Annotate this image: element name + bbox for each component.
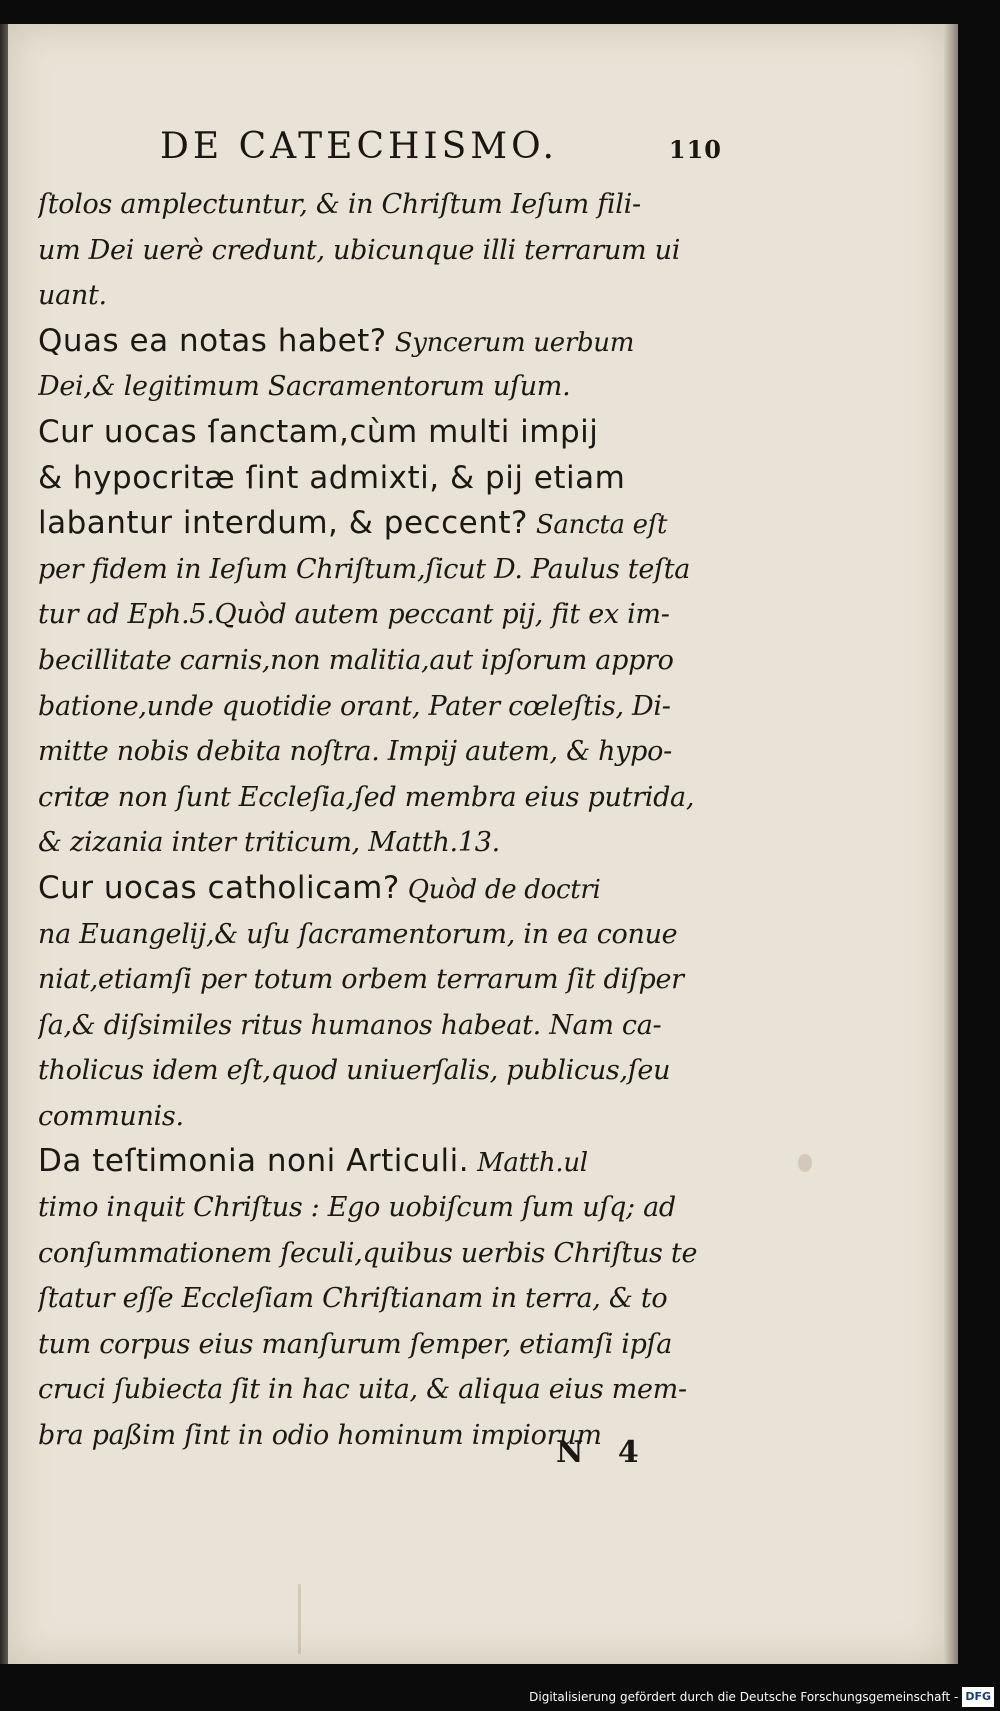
body-text [38, 182, 733, 1459]
page-number: 110 [668, 135, 722, 164]
answer-text: um Dei uerè credunt, ubicunque illi terrarum ui [38, 234, 681, 266]
answer-text: timo inquit Chriſtus : Ego uobiſcum ſum uſq; ad [38, 1192, 676, 1224]
text-line [38, 1048, 733, 1094]
answer-text: ſtatur eſſe Eccleſiam Chriſtianam in terra, & to [38, 1283, 668, 1315]
text-line [38, 684, 733, 730]
answer-text: Quòd de doctri [399, 874, 601, 905]
text-line [38, 1322, 733, 1368]
text-line [38, 228, 733, 274]
text-line [38, 1003, 733, 1049]
text-line [38, 866, 733, 912]
paper-stain [798, 1154, 812, 1172]
answer-text: conſummationem ſeculi,quibus uerbis Chriſtus te [38, 1237, 698, 1269]
text-line [38, 638, 733, 684]
answer-text: becillitate carnis,non malitia,aut ipſorum appro [38, 644, 674, 676]
text-line [38, 775, 733, 821]
answer-text: cruci ſubiecta ſit in hac uita, & aliqua eius mem- [38, 1374, 687, 1406]
answer-text: mitte nobis debita noſtra. Impij autem, & hypo- [38, 736, 672, 768]
answer-text: Syncerum uerbum [386, 327, 635, 358]
answer-text: batione,unde quotidie orant, Pater cœleſtis, Di- [38, 690, 671, 722]
text-line [38, 729, 733, 775]
text-line [38, 547, 733, 593]
question-text: Quas ea notas habet? [38, 322, 387, 359]
answer-text: niat,etiamſi per totum orbem terrarum ſit diſper [38, 964, 684, 996]
paper-mark [298, 1584, 301, 1654]
answer-text: Sancta eſt [527, 510, 668, 541]
text-line [38, 410, 733, 456]
dfg-logo: DFG [962, 1687, 994, 1707]
text-line [38, 364, 733, 410]
answer-text: communis. [38, 1100, 184, 1132]
answer-text: uant. [38, 280, 107, 312]
signature-mark: N 4 [556, 1435, 651, 1470]
answer-text: bra paßim ſint in odio hominum impiorum [38, 1420, 602, 1452]
text-line [38, 912, 733, 958]
text-line [38, 273, 733, 319]
text-line [38, 1139, 733, 1185]
text-line [38, 1094, 733, 1140]
answer-text: ſa,& diſsimiles ritus humanos habeat. Nam ca- [38, 1009, 662, 1041]
answer-text: Matth.ul [469, 1148, 588, 1179]
text-line [38, 820, 733, 866]
answer-text: tholicus idem eſt,quod uniuerſalis, publicus,ſeu [38, 1055, 671, 1087]
text-line [38, 1276, 733, 1322]
text-line [38, 456, 733, 502]
answer-text: critæ non ſunt Eccleſia,ſed membra eius putrida, [38, 781, 695, 813]
text-line [38, 957, 733, 1003]
text-line [38, 1367, 733, 1413]
answer-text: Dei,& legitimum Sacramentorum uſum. [38, 371, 571, 403]
question-text: & hypocritæ ſint admixti, & pij etiam [38, 459, 626, 496]
running-title: DE CATECHISMO. [160, 126, 558, 167]
text-line [38, 592, 733, 638]
page-edge [944, 24, 958, 1664]
answer-text: per fidem in Ieſum Chriſtum,ſicut D. Paulus teſta [38, 553, 691, 585]
text-line [38, 319, 733, 365]
question-text: labantur interdum, & peccent? [38, 505, 528, 542]
text-line [38, 182, 733, 228]
text-line [38, 1231, 733, 1277]
question-text: Cur uocas catholicam? [38, 869, 400, 906]
digitization-footer [529, 1687, 994, 1707]
answer-text: & zizania inter triticum, Matth.13. [38, 827, 500, 859]
answer-text: tum corpus eius manſurum ſemper, etiamſi ipſa [38, 1328, 673, 1360]
question-text: Da teſtimonia noni Articuli. [38, 1143, 470, 1180]
answer-text: tur ad Eph.5.Quòd autem peccant pij, fit ex im- [38, 599, 670, 631]
funding-note: Digitalisierung gefördert durch die Deutsche Forschungsgemeinschaft - [529, 1690, 959, 1704]
running-header [160, 126, 720, 166]
answer-text: ſtolos amplectuntur, & in Chriſtum Ieſum fili- [38, 189, 641, 220]
text-line [38, 1185, 733, 1231]
answer-text: na Euangelij,& uſu ſacramentorum, in ea conue [38, 918, 678, 950]
text-line [38, 501, 733, 547]
question-text: Cur uocas ſanctam,cùm multi impij [38, 413, 599, 450]
